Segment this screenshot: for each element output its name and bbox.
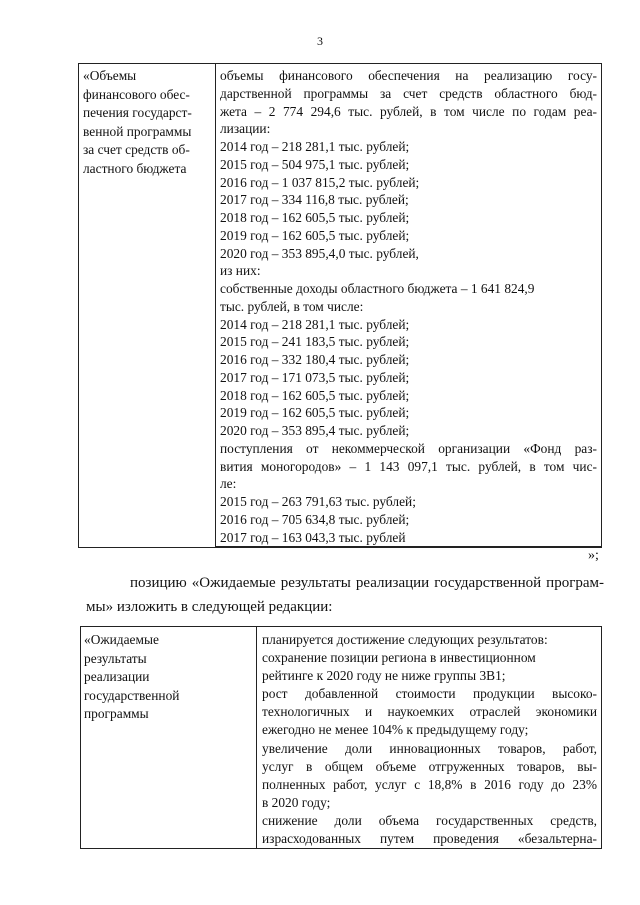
instruction-paragraph-line-2: мы» изложить в следующей редакции:: [86, 599, 333, 615]
results-text-line: снижение доли объема государственных средств,: [262, 812, 597, 828]
results-label-line: государственной: [84, 687, 180, 703]
results-label-cell: [81, 627, 257, 849]
expected-results-table: [80, 626, 602, 849]
financing-text-line: лизации:: [220, 121, 271, 137]
financing-text-line: собственные доходы областного бюджета – 1 641 824,9: [220, 281, 535, 296]
results-text-line: рейтинге к 2020 году не ниже группы 3В1;: [262, 668, 506, 684]
results-label-line: реализации: [84, 669, 150, 684]
financing-label-line: венной программы: [83, 123, 192, 139]
results-text-line: технологичных и наукоемких отраслей экономики: [262, 704, 597, 720]
financing-text-line: 2017 год – 163 043,3 тыс. рублей: [220, 529, 406, 545]
results-text-line: услуг в общем объеме отгруженных товаров, вы-: [262, 758, 597, 774]
results-text-line: полненных работ, услуг с 18,8% в 2016 году до 23%: [262, 776, 597, 792]
financing-text-line: ле:: [220, 476, 237, 492]
financing-text-line: 2015 год – 504 975,1 тыс. рублей;: [220, 156, 410, 172]
results-text-line: рост добавленной стоимости продукции высоко-: [262, 686, 597, 702]
financing-text-line: 2016 год – 1 037 815,2 тыс. рублей;: [220, 174, 420, 190]
financing-text-line: вития моногородов» – 1 143 097,1 тыс. рублей, в том чис-: [220, 458, 597, 474]
results-label-line: программы: [84, 706, 149, 721]
results-label-line: результаты: [84, 650, 147, 666]
financing-label-line: «Объемы: [83, 68, 137, 83]
financing-text-line: жета – 2 774 294,6 тыс. рублей, в том числе по годам реа-: [220, 103, 597, 119]
financing-text-line: 2018 год – 162 605,5 тыс. рублей;: [220, 387, 410, 403]
financing-label-line: печения государст-: [83, 105, 192, 120]
table-row: [79, 64, 602, 548]
closing-quote-mark: »;: [588, 548, 599, 563]
financing-text-line: 2017 год – 171 073,5 тыс. рублей;: [220, 369, 410, 385]
results-text-line: в 2020 году;: [262, 794, 331, 810]
financing-text-line: 2019 год – 162 605,5 тыс. рублей;: [220, 405, 410, 421]
financing-text-line: 2017 год – 334 116,8 тыс. рублей;: [220, 192, 409, 208]
financing-text-line: поступления от некоммерческой организации «Фонд раз-: [220, 440, 597, 456]
financing-text-line: 2014 год – 218 281,1 тыс. рублей;: [220, 316, 410, 332]
financing-text-line: 2020 год – 353 895,4,0 тыс. рублей,: [220, 245, 419, 261]
results-text-line: израсходованных путем проведения «безальтерна-: [262, 831, 597, 847]
financing-text-line: 2014 год – 218 281,1 тыс. рублей;: [220, 139, 410, 154]
financing-text-line: 2015 год – 263 791,63 тыс. рублей;: [220, 494, 416, 509]
results-text-line: планируется достижение следующих результатов:: [262, 632, 548, 647]
page-number: 3: [317, 34, 323, 48]
financing-text-line: 2016 год – 332 180,4 тыс. рублей;: [220, 352, 410, 367]
financing-label-line: финансового обес-: [83, 86, 190, 102]
financing-text-line: 2019 год – 162 605,5 тыс. рублей;: [220, 227, 410, 243]
financing-table: [78, 63, 602, 548]
financing-text-line: дарственной программы за счет средств областного бюд-: [220, 85, 597, 101]
financing-label-cell: [79, 64, 216, 548]
financing-label-line: за счет средств об-: [83, 142, 190, 157]
financing-text-line: из них:: [220, 263, 261, 279]
financing-text-line: 2016 год – 705 634,8 тыс. рублей;: [220, 511, 410, 527]
financing-text-line: 2020 год – 353 895,4 тыс. рублей;: [220, 423, 410, 438]
financing-text-line: 2018 год – 162 605,5 тыс. рублей;: [220, 210, 410, 225]
results-label-line: «Ожидаемые: [84, 632, 159, 647]
results-text-line: ежегодно не менее 104% к предыдущему году;: [262, 722, 529, 738]
financing-label-line: ластного бюджета: [83, 160, 187, 176]
instruction-paragraph-line-1: позицию «Ожидаемые результаты реализации государственной програм-: [130, 575, 604, 591]
results-text-line: сохранение позиции региона в инвестиционном: [262, 650, 536, 666]
table-row: [81, 627, 602, 849]
financing-text-line: 2015 год – 241 183,5 тыс. рублей;: [220, 334, 410, 350]
financing-value-cell: [216, 64, 602, 548]
results-text-line: увеличение доли инновационных товаров, работ,: [262, 740, 597, 756]
results-value-cell: [257, 627, 602, 849]
financing-text-line: объемы финансового обеспечения на реализацию госу-: [220, 68, 597, 83]
financing-text-line: тыс. рублей, в том числе:: [220, 298, 364, 314]
